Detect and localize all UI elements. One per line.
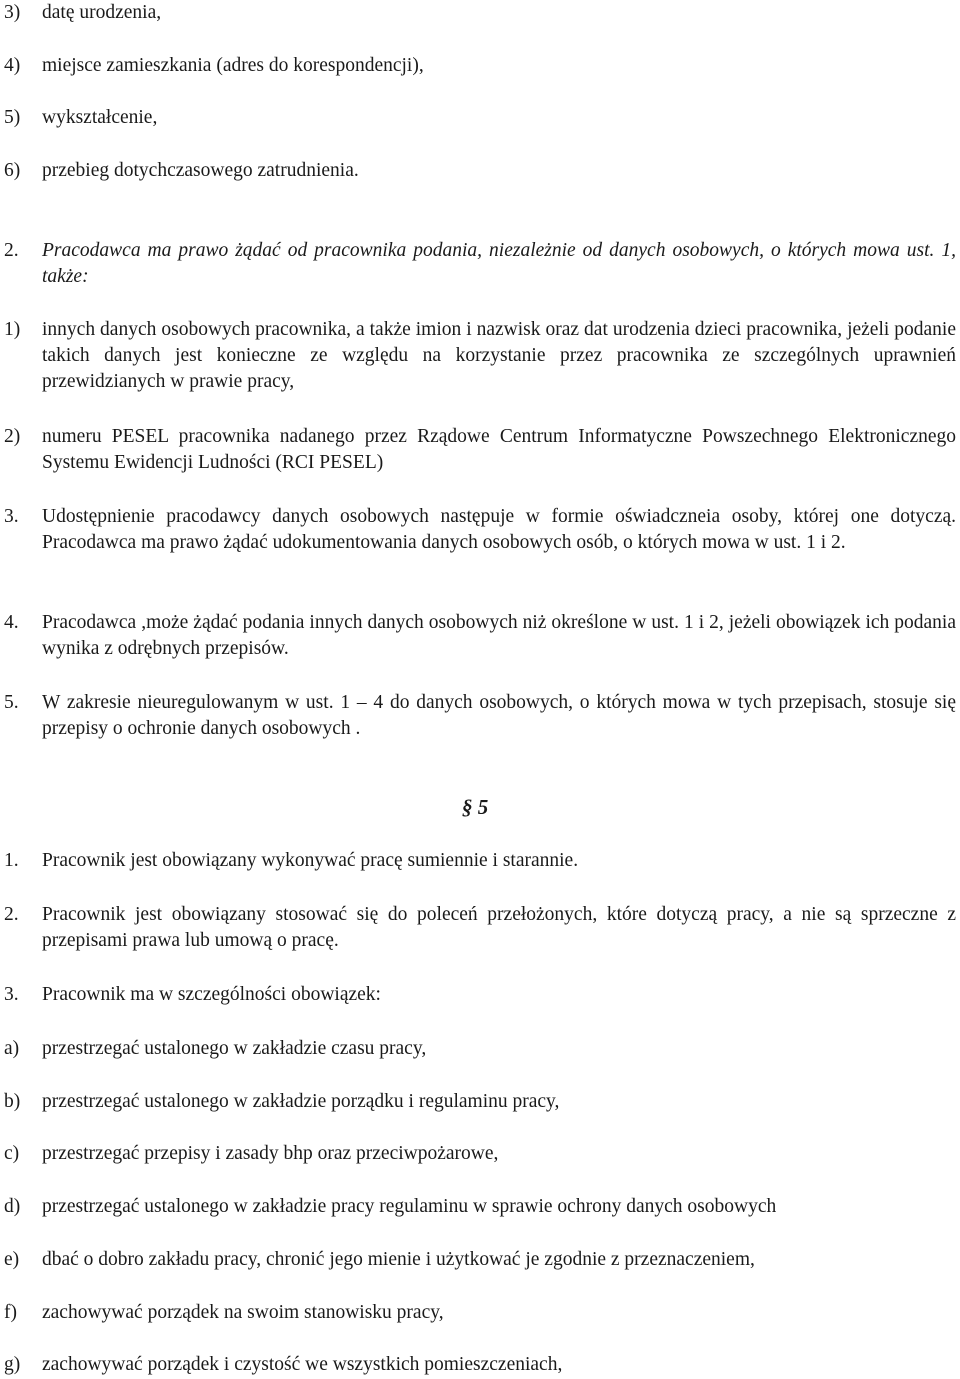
duty-text: przestrzegać ustalonego w zakładzie porządku i regulaminu pracy, [42, 1091, 560, 1112]
paragraph-number: 4. [4, 612, 19, 633]
section-item-text: Pracownik jest obowiązany wykonywać pracę sumiennie i starannie. [42, 850, 579, 871]
sub-item [4, 424, 956, 476]
paragraph-text: Pracodawca ,może żądać podania innych danych osobowych niż określone w ust. 1 i 2, jeżeli obowiązek ich podania wynika z odrębnych przepisów. [42, 612, 956, 659]
sub-item [4, 317, 956, 395]
duty-item [4, 1247, 956, 1273]
paragraph-text: Pracodawca ma prawo żądać od pracownika podania, niezależnie od danych osobowych, o których mowa ust. 1, także: [42, 240, 956, 287]
duty-letter: e) [4, 1249, 20, 1270]
list-item [4, 53, 956, 79]
paragraph-number: 5. [4, 692, 19, 713]
duty-text: zachowywać porządek i czystość we wszystkich pomieszczeniach, [42, 1354, 563, 1375]
section-item [4, 982, 956, 1008]
duty-item [4, 1141, 956, 1167]
list-item [4, 158, 956, 184]
duty-text: przestrzegać ustalonego w zakładzie czasu pracy, [42, 1038, 427, 1059]
list-number: 4) [4, 55, 21, 76]
list-text: wykształcenie, [42, 107, 158, 128]
list-text: przebieg dotychczasowego zatrudnienia. [42, 160, 359, 181]
duty-letter: f) [4, 1302, 17, 1323]
section-item-number: 2. [4, 904, 19, 925]
duty-item [4, 1194, 956, 1220]
duty-letter: g) [4, 1354, 21, 1375]
duty-item [4, 1352, 956, 1378]
duty-letter: b) [4, 1091, 21, 1112]
paragraph-number: 2. [4, 240, 19, 261]
list-number: 6) [4, 160, 21, 181]
paragraph-3 [4, 504, 956, 556]
list-text: datę urodzenia, [42, 2, 162, 23]
duty-text: przestrzegać przepisy i zasady bhp oraz przeciwpożarowe, [42, 1143, 499, 1164]
section-item-number: 3. [4, 984, 19, 1005]
duty-item [4, 1036, 956, 1062]
list-item [4, 105, 956, 131]
paragraph-number: 3. [4, 506, 19, 527]
list-text: miejsce zamieszkania (adres do korespondencji), [42, 55, 424, 76]
duty-text: dbać o dobro zakładu pracy, chronić jego mienie i użytkować je zgodnie z przeznaczeniem, [42, 1249, 755, 1270]
section-item-number: 1. [4, 850, 19, 871]
sub-item-text: numeru PESEL pracownika nadanego przez Rządowe Centrum Informatyczne Powszechnego Elektronicznego Systemu Ewidencji Ludności (RCI PESEL) [42, 426, 956, 473]
duty-item [4, 1300, 956, 1326]
section-item-text: Pracownik jest obowiązany stosować się do poleceń przełożonych, które dotyczą pracy, a nie są sprzeczne z przepisami prawa lub umową o pracę. [42, 904, 956, 951]
paragraph-5 [4, 690, 956, 742]
section-item [4, 902, 956, 954]
duty-item [4, 1089, 956, 1115]
paragraph-4 [4, 610, 956, 662]
duty-letter: d) [4, 1196, 21, 1217]
paragraph-2 [4, 238, 956, 290]
duty-text: zachowywać porządek na swoim stanowisku pracy, [42, 1302, 444, 1323]
sub-item-text: innych danych osobowych pracownika, a także imion i nazwisk oraz dat urodzenia dzieci pracownika, jeżeli podanie takich danych jest konieczne ze względu na korzystanie przez pracownika ze szczególnych uprawnień przewidzianych w prawie pracy, [42, 319, 956, 392]
duty-text: przestrzegać ustalonego w zakładzie pracy regulaminu w sprawie ochrony danych osobowych [42, 1196, 777, 1217]
duty-letter: c) [4, 1143, 20, 1164]
list-item [4, 0, 956, 26]
paragraph-text: W zakresie nieuregulowanym w ust. 1 – 4 do danych osobowych, o których mowa w tych przepisach, stosuje się przepisy o ochronie danych osobowych . [42, 692, 956, 739]
list-number: 5) [4, 107, 21, 128]
paragraph-text: Udostępnienie pracodawcy danych osobowych następuje w formie oświadczneia osoby, której one dotyczą. Pracodawca ma prawo żądać udokumentowania danych osobowych osób, o których mowa w ust. 1 i 2. [42, 506, 956, 553]
section-item [4, 848, 956, 874]
sub-item-number: 2) [4, 426, 21, 447]
section-heading: § 5 [462, 795, 489, 819]
duty-letter: a) [4, 1038, 20, 1059]
sub-item-number: 1) [4, 319, 21, 340]
section-item-text: Pracownik ma w szczególności obowiązek: [42, 984, 381, 1005]
list-number: 3) [4, 2, 21, 23]
